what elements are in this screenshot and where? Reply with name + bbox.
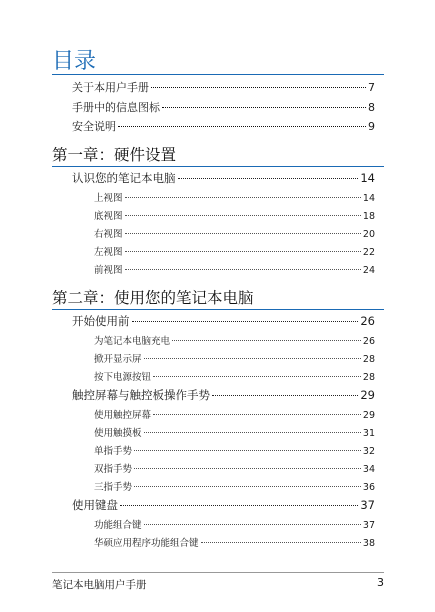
toc-entry-page: 38 [362, 538, 375, 549]
toc-entry-label: 底视图 [94, 211, 123, 222]
toc-entry-label: 三指手势 [94, 482, 133, 493]
toc-entry-page: 34 [362, 464, 375, 475]
toc-entry-label: 上视图 [94, 193, 123, 204]
toc-entry-label: 为笔记本电脑充电 [94, 336, 171, 347]
toc-item-left-view[interactable] [94, 244, 375, 258]
toc-entry-page: 9 [368, 120, 375, 133]
toc-entry-label: 开始使用前 [72, 314, 130, 328]
chapter-1-rule [52, 166, 384, 167]
toc-entry-page: 28 [362, 354, 375, 365]
toc-section-keyboard[interactable] [72, 497, 375, 513]
toc-entry-page: 24 [362, 265, 375, 276]
toc-entry-page: 7 [368, 81, 375, 94]
toc-entry-page: 29 [362, 410, 375, 421]
toc-entry-label: 按下电源按钮 [94, 372, 152, 383]
toc-entry-label: 掀开显示屏 [94, 354, 142, 365]
toc-entry-label: 单指手势 [94, 446, 133, 457]
toc-entry-label: 使用触摸板 [94, 428, 142, 439]
dot-leader [178, 178, 359, 179]
toc-section-know-laptop[interactable] [72, 170, 375, 186]
dot-leader [125, 215, 361, 216]
toc-entry-page: 14 [360, 171, 375, 185]
dot-leader [151, 87, 366, 88]
toc-item-open-display[interactable] [94, 351, 375, 365]
toc-item-one-finger[interactable] [94, 443, 375, 457]
toc-item-power-button[interactable] [94, 369, 375, 383]
toc-entry-page: 36 [362, 482, 375, 493]
footer-rule [52, 572, 384, 573]
toc-entry-page: 26 [362, 336, 375, 347]
dot-leader [134, 486, 361, 487]
toc-entry-about-manual[interactable] [72, 79, 375, 95]
dot-leader [125, 269, 361, 270]
dot-leader [144, 358, 361, 359]
toc-entry-page: 37 [360, 498, 375, 512]
toc-entry-page: 31 [362, 428, 375, 439]
chapter-2-rule [52, 309, 384, 310]
toc-entry-page: 28 [362, 372, 375, 383]
toc-entry-label: 认识您的笔记本电脑 [72, 171, 176, 185]
toc-entry-label: 触控屏幕与触控板操作手势 [72, 388, 210, 402]
footer-manual-title: 笔记本电脑用户手册 [52, 579, 147, 591]
toc-item-bottom-view[interactable] [94, 208, 375, 222]
toc-entry-label: 使用触控屏幕 [94, 410, 152, 421]
toc-entry-label: 手册中的信息图标 [72, 101, 160, 114]
toc-entry-page: 37 [362, 520, 375, 531]
toc-entry-label: 华硕应用程序功能组合键 [94, 538, 199, 549]
toc-item-charge[interactable] [94, 333, 375, 347]
dot-leader [125, 197, 361, 198]
chapter-2-heading: 第二章：使用您的笔记本电脑 [52, 289, 254, 307]
toc-entry-label: 前视图 [94, 265, 123, 276]
dot-leader [134, 468, 361, 469]
toc-entry-page: 20 [362, 229, 375, 240]
toc-entry-page: 8 [368, 101, 375, 114]
toc-item-two-finger[interactable] [94, 461, 375, 475]
toc-entry-label: 使用键盘 [72, 498, 118, 512]
toc-entry-label: 双指手势 [94, 464, 133, 475]
dot-leader [144, 432, 361, 433]
toc-entry-page: 18 [362, 211, 375, 222]
toc-entry-label: 关于本用户手册 [72, 81, 149, 94]
dot-leader [125, 251, 361, 252]
dot-leader [153, 376, 361, 377]
dot-leader [172, 340, 361, 341]
dot-leader [132, 321, 359, 322]
toc-entry-page: 29 [360, 388, 375, 402]
dot-leader [120, 505, 358, 506]
dot-leader [144, 524, 361, 525]
toc-entry-label: 功能组合键 [94, 520, 142, 531]
title-rule [52, 74, 384, 75]
toc-entry-label: 安全说明 [72, 120, 116, 133]
toc-item-touchscreen[interactable] [94, 407, 375, 421]
dot-leader [162, 107, 366, 108]
dot-leader [125, 233, 361, 234]
toc-item-top-view[interactable] [94, 190, 375, 204]
toc-entry-info-icons[interactable] [72, 99, 375, 115]
toc-entry-page: 26 [360, 314, 375, 328]
toc-entry-safety[interactable] [72, 118, 375, 134]
toc-item-touchpad[interactable] [94, 425, 375, 439]
toc-item-front-view[interactable] [94, 262, 375, 276]
toc-section-gestures[interactable] [72, 387, 375, 403]
toc-item-function-keys[interactable] [94, 517, 375, 531]
toc-section-before-start[interactable] [72, 313, 375, 329]
dot-leader [134, 450, 361, 451]
footer-page-number: 3 [377, 576, 384, 589]
toc-title: 目录 [52, 49, 97, 74]
chapter-1-heading: 第一章：硬件设置 [52, 146, 177, 164]
dot-leader [212, 395, 358, 396]
toc-item-right-view[interactable] [94, 226, 375, 240]
toc-entry-page: 14 [362, 193, 375, 204]
toc-item-asus-app-keys[interactable] [94, 535, 375, 549]
toc-item-three-finger[interactable] [94, 479, 375, 493]
toc-entry-page: 22 [362, 247, 375, 258]
toc-entry-label: 左视图 [94, 247, 123, 258]
toc-entry-page: 32 [362, 446, 375, 457]
dot-leader [201, 542, 361, 543]
toc-entry-label: 右视图 [94, 229, 123, 240]
dot-leader [118, 126, 366, 127]
dot-leader [153, 414, 361, 415]
